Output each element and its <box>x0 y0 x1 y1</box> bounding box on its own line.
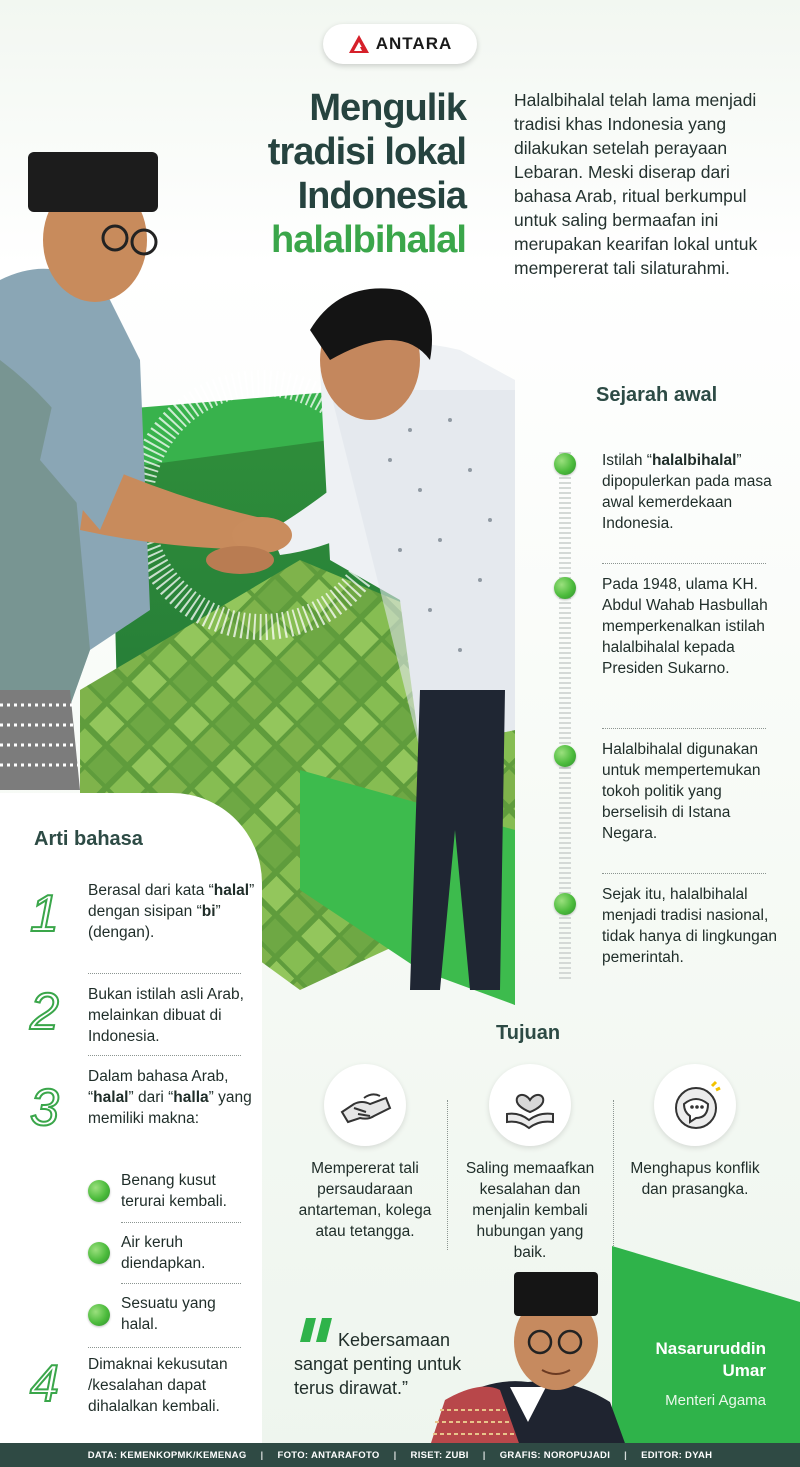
credit-separator: | <box>260 1449 264 1461</box>
tujuan-item-2: Saling memaafkan kesalahan dan menjalin kembali hubungan yang baik. <box>465 1160 595 1261</box>
arti-section-title: Arti bahasa <box>34 828 143 850</box>
timeline-dot <box>554 893 576 915</box>
timeline-dot <box>554 577 576 599</box>
handshake-icon <box>324 1064 406 1146</box>
credit-riset: RISET: ZUBI <box>410 1449 469 1461</box>
timeline-dot <box>554 453 576 475</box>
tujuan-item-3: Menghapus konflik dan prasangka. <box>630 1160 760 1198</box>
tujuan-section-title: Tujuan <box>496 1022 561 1044</box>
chat-resolve-icon <box>654 1064 736 1146</box>
arti-item-4: Dimaknai kekusutan /kesalahan dapat dihalalkan kembali. <box>88 1356 228 1415</box>
credit-editor: EDITOR: DYAH <box>641 1449 713 1461</box>
arti-item-1: Berasal dari kata “halal” dengan sisipan “bi” (dengan). <box>88 882 255 941</box>
tujuan-item-1: Mempererat tali persaudaraan antarteman, kolega atau tetangga. <box>298 1160 432 1240</box>
title-line-3: Indonesia <box>297 175 466 217</box>
credit-data: DATA: KEMENKOPMK/KEMENAG <box>87 1449 247 1461</box>
timeline-divider <box>602 728 766 729</box>
intro-text: Halalbihalal telah lama menjadi tradisi khas Indonesia yang dilakukan setelah perayaan Lebaran. Meski diserap dari bahasa Arab, ritual berkumpul untuk saling bermaafan ini merupakan kearifan lokal untuk mempererat tali silaturahmi. <box>514 90 758 278</box>
antara-logo <box>323 24 477 64</box>
meaning-item-1: Benang kusut terurai kembali. <box>121 1172 227 1210</box>
credit-separator: | <box>482 1449 486 1461</box>
timeline-item-1: Istilah “halalbihalal” dipopulerkan pada masa awal kemerdekaan Indonesia. <box>602 452 772 532</box>
meaning-item-3: Sesuatu yang halal. <box>121 1295 216 1333</box>
arti-item-2: Bukan istilah asli Arab, melainkan dibuat di Indonesia. <box>88 986 244 1045</box>
brand-name: ANTARA <box>375 34 453 53</box>
portrait-illustration <box>430 1272 626 1446</box>
speaker-role: Menteri Agama <box>665 1392 766 1409</box>
antara-logo-icon <box>348 34 370 54</box>
quote-text: Kebersamaan sangat penting untuk terus dirawat.” <box>294 1330 462 1398</box>
credit-separator: | <box>624 1449 628 1461</box>
arti-divider <box>88 1055 241 1056</box>
credit-grafis: GRAFIS: NOROPUJADI <box>499 1449 611 1461</box>
number-1: 1 <box>30 885 59 943</box>
number-3: 3 <box>30 1079 59 1137</box>
arti-divider <box>88 973 241 974</box>
tujuan-divider <box>613 1100 614 1250</box>
title-line-4: halalbihalal <box>271 219 466 261</box>
hands-heart-icon <box>489 1064 571 1146</box>
timeline-divider <box>602 563 766 564</box>
meaning-dot <box>88 1180 110 1202</box>
arti-item-3: Dalam bahasa Arab, “halal” dari “halla” yang memiliki makna: <box>88 1068 252 1127</box>
credits-footer <box>0 1443 800 1467</box>
timeline-item-3: Halalbihalal digunakan untuk mempertemukan tokoh politik yang berselisih di Istana Negara. <box>602 741 761 842</box>
timeline-item-4: Sejak itu, halalbihalal menjadi tradisi nasional, tidak hanya di lingkungan pemerintah. <box>602 886 777 966</box>
title-line-2: tradisi lokal <box>267 131 466 173</box>
number-2: 2 <box>30 983 59 1041</box>
number-4: 4 <box>30 1355 59 1413</box>
sejarah-section-title: Sejarah awal <box>596 384 718 406</box>
timeline-dot <box>554 745 576 767</box>
meaning-dot <box>88 1242 110 1264</box>
meaning-divider <box>121 1222 241 1223</box>
arti-divider <box>88 1347 241 1348</box>
speaker-name: Nasaruruddin Umar <box>655 1339 766 1380</box>
credit-foto: FOTO: ANTARAFOTO <box>277 1449 380 1461</box>
credit-separator: | <box>393 1449 397 1461</box>
meaning-divider <box>121 1283 241 1284</box>
meaning-item-2: Air keruh diendapkan. <box>121 1234 206 1272</box>
meaning-dot <box>88 1304 110 1326</box>
tujuan-divider <box>447 1100 448 1250</box>
timeline-item-2: Pada 1948, ulama KH. Abdul Wahab Hasbullah memperkenalkan istilah halalbihalal kepada Presiden Sukarno. <box>602 576 768 677</box>
timeline-divider <box>602 873 766 874</box>
title-line-1: Mengulik <box>309 87 466 129</box>
